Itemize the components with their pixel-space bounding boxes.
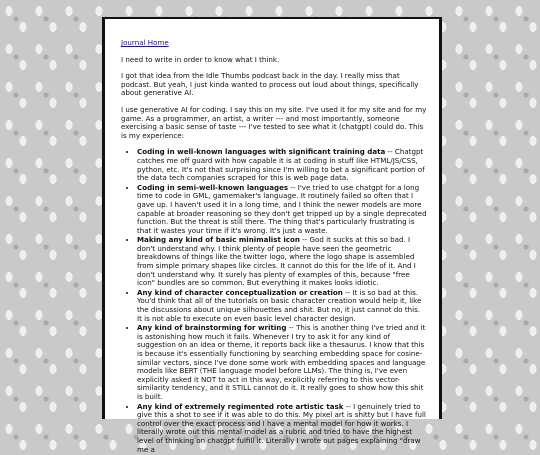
item-text: -- I've tried to use chatgpt for a long time to code in GML, gamemaker's language. It routinely failed so often that I gave up. I haven't used it in a long time, and I think the newer models are more capable at broader reasoning so they don't get tripped up by a single deprecated function. But the threat is still there. The thing that's particularly frustrating is that it wastes your time if it's wrong. It's just a waste. bbox=[137, 182, 427, 235]
journal-page bbox=[102, 17, 442, 454]
item-text: -- God it sucks at this so bad. I don't understand why. I think plenty of people have seen the geometric breakdowns of things like the twitter logo, where the logo shape is assembled from simple primary shapes like circles. It cannot do this for the life of it. And I don't understand why. It surely has plenty of examples of this, because "free icon" bundles are so common. But everything it makes looks idiotic. bbox=[137, 235, 416, 288]
item-title: Any kind of brainstorming for writing bbox=[137, 323, 287, 333]
journal-entry bbox=[121, 39, 427, 455]
journal-home-link[interactable]: Journal Home bbox=[121, 38, 169, 47]
experience-list bbox=[121, 148, 427, 454]
list-item bbox=[137, 148, 427, 182]
item-text: -- It is so bad at this. You'd think that all of the tutorials on basic character creation would help it, like the discussions about unique silhouettes and shit. But no, it just cannot do this. It is not able to execute on even basic level character design. bbox=[137, 287, 422, 323]
intro-paragraph-3: I use generative AI for coding. I say this on my site. I've used it for my site and for my game. As a programmer, an artist, a writer --- and most importantly, someone exercising a basic sense of taste --- I've tested to see what it (chatgpt) could do. This is my experience: bbox=[121, 104, 427, 140]
intro-paragraph-2: I got that idea from the Idle Thumbs podcast back in the day. I really miss that podcast. But yeah, I just kinda wanted to process out loud about things, specifically about generative AI. bbox=[121, 71, 419, 98]
list-item bbox=[137, 403, 427, 455]
item-text: -- I genuinely tried to give this a shot to see if it was able to do this. My pixel art is shitty but I have full control over the exact process and I have a mental model for how it works. I literally wrote out this mental model as a rubric and tried to have the highest level of thinking on chatgpt fulfill it. Literally I wrote out pages explaining "draw me a bbox=[137, 401, 426, 454]
item-title: Coding in well-known languages with significant training data bbox=[137, 147, 386, 157]
item-title: Making any kind of basic minimalist icon bbox=[137, 235, 300, 245]
list-item bbox=[137, 236, 427, 288]
list-item bbox=[137, 184, 427, 236]
item-title: Any kind of extremely regimented rote artistic task bbox=[137, 401, 344, 411]
item-text: -- This is another thing I've tried and it is astonishing how much it fails. Whenever I try to ask it for any kind of suggestion on an idea or theme, it reports back like a thesaurus. I know that this is because it's essentially functioning by searching embedding space for cosine-similar vectors, since I've done some work with embedding spaces and language models like BERT (THE language model before LLMs). The thing is, I've even explicitly asked it NOT to act in this way, explicitly referring to this vector-similarity tendency, and it STILL cannot do it. It really goes to show how this shit is built. bbox=[137, 323, 426, 401]
list-item bbox=[137, 324, 427, 401]
item-title: Any kind of character conceptualization or creation bbox=[137, 287, 343, 297]
item-text: -- Chatgpt catches me off guard with how capable it is at coding in stuff like HTML/JS/CSS, python, etc. It's not that surprising since I'm willing to bet a significant portion of the data tech companies scraped for this is web page data. bbox=[137, 147, 425, 183]
intro-paragraph-1: I need to write in order to know what I think. bbox=[121, 54, 280, 64]
item-title: Coding in semi-well-known languages bbox=[137, 182, 289, 192]
list-item bbox=[137, 289, 427, 323]
